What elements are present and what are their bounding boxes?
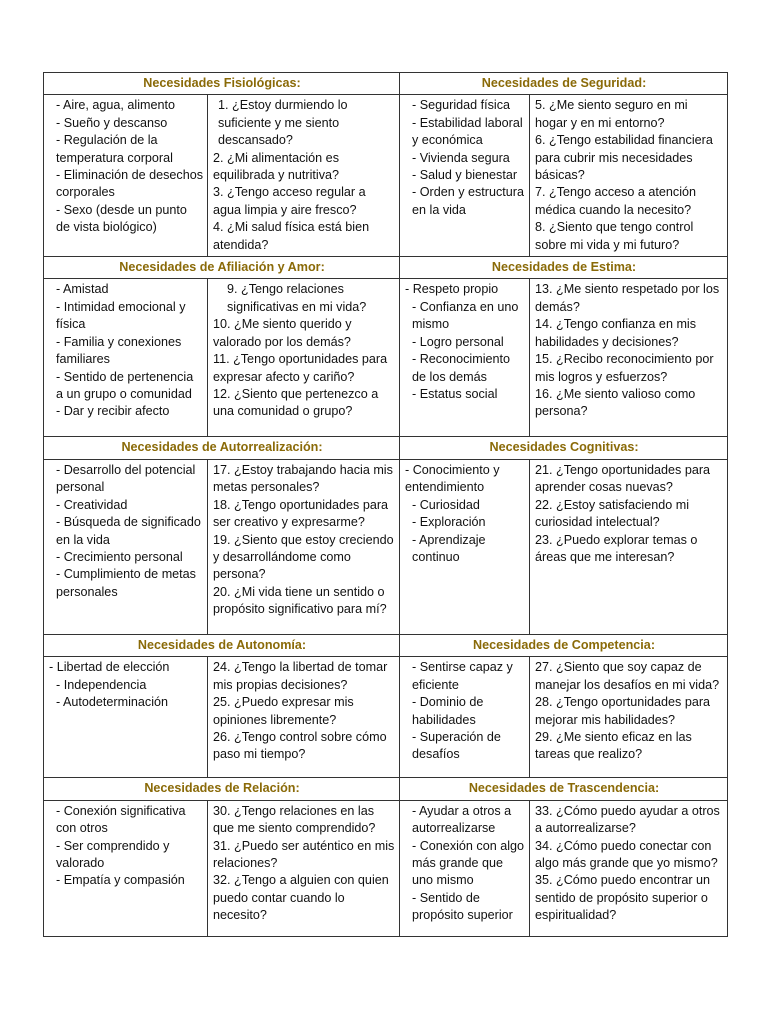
question-item: 33. ¿Cómo puedo ayudar a otros a autorrealizarse?	[535, 803, 724, 836]
need-item: - Libertad de elección	[49, 660, 170, 675]
need-item: - Amistad	[56, 282, 109, 297]
need-item: - Sueño y descanso	[56, 115, 168, 130]
need-item: - Empatía y compasión	[56, 873, 185, 888]
need-item: - Aire, agua, alimento	[56, 98, 176, 113]
needs-list	[400, 800, 530, 936]
question-item: 21. ¿Tengo oportunidades para aprender cosas nuevas?	[535, 462, 714, 495]
section-header-row	[44, 73, 728, 95]
section-title: Necesidades de Autonomía:	[44, 634, 400, 656]
need-item: - Sentido de pertenencia a un grupo o comunidad	[56, 369, 197, 401]
section-content-row	[44, 95, 728, 257]
need-item: - Superación de desafíos	[412, 729, 505, 762]
need-item: - Curiosidad	[412, 497, 480, 512]
needs-list	[400, 279, 530, 437]
questions-list	[530, 800, 728, 936]
section-title: Necesidades Fisiológicas:	[44, 73, 400, 95]
section-header-row	[44, 257, 728, 279]
section-title: Necesidades de Trascendencia:	[400, 778, 728, 800]
questions-list	[530, 657, 728, 778]
section-content-row	[44, 800, 728, 936]
need-item: - Conexión significativa con otros	[56, 803, 189, 836]
section-header-row	[44, 778, 728, 800]
section-content-row	[44, 657, 728, 778]
question-item: 31. ¿Puedo ser auténtico en mis relaciones?	[213, 838, 398, 870]
question-item: 25. ¿Puedo expresar mis opiniones libremente?	[213, 695, 358, 727]
question-item: 24. ¿Tengo la libertad de tomar mis propias decisiones?	[213, 660, 391, 692]
section-title: Necesidades de Autorrealización:	[44, 437, 400, 459]
question-item: 11. ¿Tengo oportunidades para expresar afecto y cariño?	[213, 352, 391, 384]
question-item: 34. ¿Cómo puedo conectar con algo más grande que yo mismo?	[535, 838, 718, 870]
question-item: 13. ¿Me siento respetado por los demás?	[535, 282, 723, 314]
questions-list	[530, 279, 728, 437]
question-item: 9. ¿Tengo relaciones significativas en mi vida?	[227, 282, 367, 314]
need-item: - Regulación de la temperatura corporal	[56, 133, 173, 165]
need-item: - Seguridad física	[412, 98, 511, 113]
section-title: Necesidades Cognitivas:	[400, 437, 728, 459]
section-header-row	[44, 634, 728, 656]
section-content-row	[44, 459, 728, 634]
questions-list	[208, 279, 400, 437]
need-item: - Cumplimiento de metas personales	[56, 567, 200, 599]
question-item: 15. ¿Recibo reconocimiento por mis logros y esfuerzos?	[535, 352, 718, 384]
needs-list	[400, 95, 530, 257]
need-item: - Aprendizaje continuo	[412, 532, 490, 564]
need-item: - Crecimiento personal	[56, 549, 183, 564]
need-item: - Reconocimiento de los demás	[412, 352, 514, 384]
need-item: - Estabilidad laboral y económica	[412, 115, 527, 148]
need-item: - Búsqueda de significado en la vida	[56, 515, 205, 547]
need-item: - Familia y conexiones familiares	[56, 334, 185, 367]
question-item: 1. ¿Estoy durmiendo lo suficiente y me siento descansado?	[218, 98, 351, 148]
questions-list	[208, 95, 400, 257]
question-item: 10. ¿Me siento querido y valorado por los demás?	[213, 317, 356, 349]
need-item: - Sexo (desde un punto de vista biológico)	[56, 202, 191, 235]
need-item: - Exploración	[412, 515, 486, 530]
needs-list	[44, 459, 208, 634]
need-item: - Dar y recibir afecto	[56, 404, 170, 419]
questions-list	[208, 800, 400, 936]
needs-list	[44, 279, 208, 437]
need-item: - Sentido de propósito superior	[412, 890, 513, 923]
need-item: - Sentirse capaz y eficiente	[412, 660, 517, 692]
need-item: - Conexión con algo más grande que uno mismo	[412, 838, 528, 888]
needs-list	[400, 459, 530, 634]
need-item: - Dominio de habilidades	[412, 695, 487, 727]
need-item: - Estatus social	[412, 386, 498, 401]
needs-list	[44, 95, 208, 257]
question-item: 20. ¿Mi vida tiene un sentido o propósito significativo para mí?	[213, 584, 389, 617]
need-item: - Desarrollo del potencial personal	[56, 462, 199, 495]
need-item: - Respeto propio	[405, 282, 499, 297]
need-item: - Confianza en uno mismo	[412, 299, 522, 332]
question-item: 27. ¿Siento que soy capaz de manejar los desafíos en mi vida?	[535, 660, 720, 692]
question-item: 19. ¿Siento que estoy creciendo y desarrollándome como persona?	[213, 532, 398, 582]
need-item: - Eliminación de desechos corporales	[56, 168, 207, 200]
need-item: - Logro personal	[412, 334, 504, 349]
need-item: - Ser comprendido y valorado	[56, 838, 173, 870]
section-title: Necesidades de Competencia:	[400, 634, 728, 656]
question-item: 14. ¿Tengo confianza en mis habilidades y decisiones?	[535, 317, 700, 349]
question-item: 30. ¿Tengo relaciones en las que me siento comprendido?	[213, 803, 378, 836]
question-item: 17. ¿Estoy trabajando hacia mis metas personales?	[213, 462, 397, 495]
question-item: 22. ¿Estoy satisfaciendo mi curiosidad intelectual?	[535, 497, 693, 530]
question-item: 18. ¿Tengo oportunidades para ser creativo y expresarme?	[213, 497, 392, 530]
question-item: 5. ¿Me siento seguro en mi hogar y en mi entorno?	[535, 98, 692, 130]
needs-list	[400, 657, 530, 778]
need-item: - Orden y estructura en la vida	[412, 185, 528, 217]
needs-list	[44, 800, 208, 936]
need-item: - Creatividad	[56, 497, 128, 512]
question-item: 8. ¿Siento que tengo control sobre mi vida y mi futuro?	[535, 220, 697, 252]
need-item: - Autodeterminación	[56, 695, 169, 710]
need-item: - Independencia	[56, 677, 147, 692]
questions-list	[530, 95, 728, 257]
section-title: Necesidades de Relación:	[44, 778, 400, 800]
section-header-row	[44, 437, 728, 459]
question-item: 35. ¿Cómo puedo encontrar un sentido de propósito superior o espiritualidad?	[535, 873, 714, 923]
need-item: - Conocimiento y entendimiento	[405, 462, 504, 495]
question-item: 29. ¿Me siento eficaz en las tareas que realizo?	[535, 729, 696, 762]
needs-list	[44, 657, 208, 778]
question-item: 7. ¿Tengo acceso a atención médica cuando la necesito?	[535, 185, 700, 217]
question-item: 6. ¿Tengo estabilidad financiera para cubrir mis necesidades básicas?	[535, 133, 717, 183]
question-item: 4. ¿Mi salud física está bien atendida?	[213, 220, 373, 252]
question-item: 2. ¿Mi alimentación es equilibrada y nutritiva?	[213, 150, 343, 183]
questions-list	[208, 459, 400, 634]
question-item: 16. ¿Me siento valioso como persona?	[535, 386, 699, 419]
question-item: 32. ¿Tengo a alguien con quien puedo contar cuando lo necesito?	[213, 873, 393, 923]
need-item: - Salud y bienestar	[412, 168, 518, 183]
section-content-row	[44, 279, 728, 437]
need-item: - Vivienda segura	[412, 150, 510, 165]
section-title: Necesidades de Seguridad:	[400, 73, 728, 95]
question-item: 3. ¿Tengo acceso regular a agua limpia y aire fresco?	[213, 185, 370, 217]
questions-list	[208, 657, 400, 778]
question-item: 23. ¿Puedo explorar temas o áreas que me interesan?	[535, 532, 701, 564]
question-item: 26. ¿Tengo control sobre cómo paso mi tiempo?	[213, 729, 391, 762]
questions-list	[530, 459, 728, 634]
needs-table	[43, 72, 728, 937]
question-item: 12. ¿Siento que pertenezco a una comunidad o grupo?	[213, 386, 382, 419]
need-item: - Ayudar a otros a autorrealizarse	[412, 803, 515, 836]
section-title: Necesidades de Afiliación y Amor:	[44, 257, 400, 279]
question-item: 28. ¿Tengo oportunidades para mejorar mis habilidades?	[535, 695, 714, 727]
need-item: - Intimidad emocional y física	[56, 299, 189, 332]
section-title: Necesidades de Estima:	[400, 257, 728, 279]
